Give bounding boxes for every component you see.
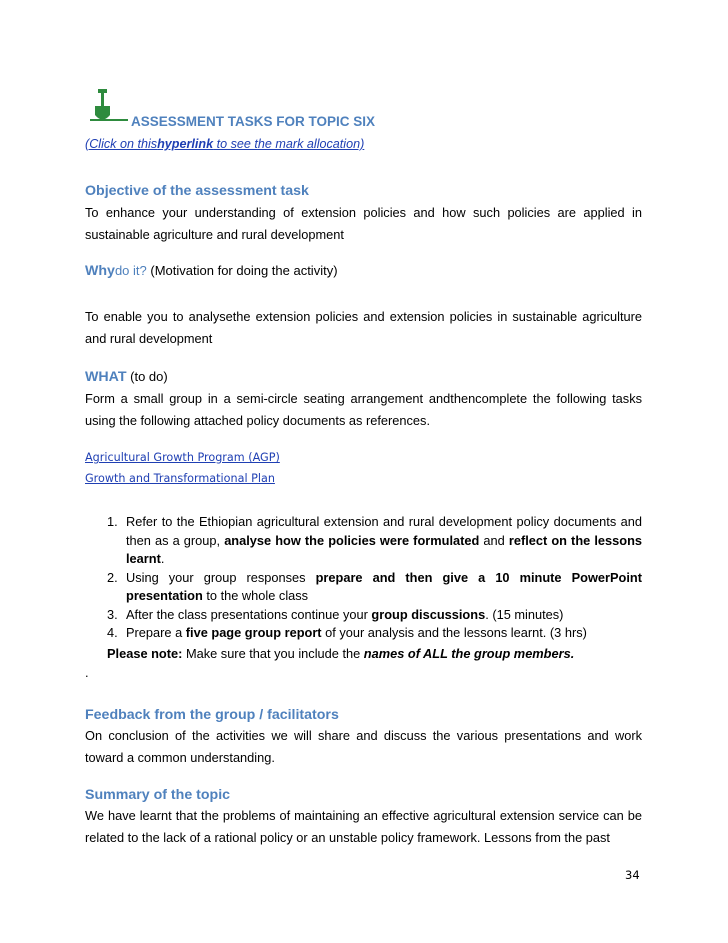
note-label: Please note: bbox=[107, 646, 183, 661]
objective-text: To enhance your understanding of extension policies and how such policies are applied in sustainable agriculture and rural development bbox=[85, 205, 642, 242]
what-heading-bold: WHAT bbox=[85, 369, 127, 385]
what-heading bbox=[85, 369, 168, 385]
hint-prefix: (Click on this bbox=[85, 137, 158, 151]
shovel-icon bbox=[90, 88, 128, 126]
why-heading-rest: do it? bbox=[114, 263, 147, 278]
task-list bbox=[85, 513, 642, 643]
what-text: Form a small group in a semi-circle seating arrangement andthencomplete the following tasks using the following attached policy documents as references. bbox=[85, 391, 642, 428]
mark-allocation-link[interactable]: hyperlink bbox=[157, 137, 214, 151]
list-item: 2. Using your group responses prepare and then give a 10 minute PowerPoint presentation to the whole class bbox=[107, 569, 642, 603]
what-subtitle: (to do) bbox=[130, 369, 168, 384]
why-heading bbox=[85, 263, 338, 279]
note-text: Make sure that you include the bbox=[182, 646, 364, 661]
why-subtitle: (Motivation for doing the activity) bbox=[150, 263, 338, 278]
summary-heading: Summary of the topic bbox=[85, 787, 231, 803]
stray-dot: . bbox=[85, 665, 89, 680]
list-item: 1. Refer to the Ethiopian agricultural extension and rural development policy documents and then as a group, analyse how the policies were formulated and reflect on the lessons learnt. bbox=[107, 514, 643, 566]
note-emphasis: names of ALL the group members. bbox=[363, 646, 575, 661]
feedback-text: On conclusion of the activities we will share and discuss the various presentations and work toward a common understanding. bbox=[85, 728, 642, 765]
why-text: To enable you to analysethe extension policies and extension policies in sustainable agriculture and rural development bbox=[85, 309, 642, 346]
why-heading-bold: Why bbox=[85, 263, 115, 279]
page-title: ASSESSMENT TASKS FOR TOPIC SIX bbox=[131, 114, 376, 129]
hint-suffix: to see the mark allocation) bbox=[213, 137, 365, 151]
mark-allocation-hint bbox=[85, 137, 364, 151]
summary-text: We have learnt that the problems of maintaining an effective agricultural extension service can be related to the lack of a rational policy or an unstable policy framework. Lessons from the past bbox=[85, 808, 642, 845]
agp-link[interactable]: Agricultural Growth Program (AGP) bbox=[85, 451, 280, 464]
gtp-link[interactable]: Growth and Transformational Plan bbox=[85, 472, 275, 485]
feedback-heading: Feedback from the group / facilitators bbox=[85, 707, 339, 723]
page-number: 34 bbox=[625, 868, 640, 882]
list-item: 3. After the class presentations continue your group discussions. (15 minutes) bbox=[107, 606, 564, 622]
objective-heading: Objective of the assessment task bbox=[85, 183, 309, 199]
please-note bbox=[107, 646, 574, 661]
list-item: 4. Prepare a five page group report of your analysis and the lessons learnt. (3 hrs) bbox=[107, 625, 587, 640]
